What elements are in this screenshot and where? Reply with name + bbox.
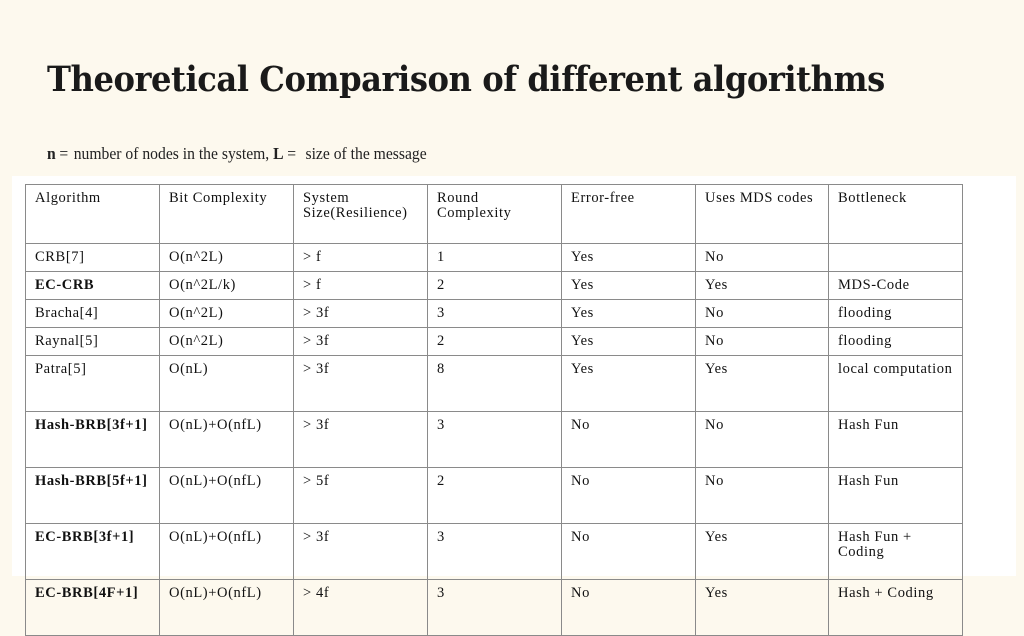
header-cell: Round Complexity (428, 185, 562, 244)
table-cell: > 3f (294, 356, 428, 412)
table-cell: > 3f (294, 412, 428, 468)
algorithm-cell: EC-BRB[4F+1] (26, 580, 160, 636)
table-cell: 8 (428, 356, 562, 412)
table-cell: O(nL)+O(nfL) (160, 412, 294, 468)
table-cell: MDS-Code (829, 272, 963, 300)
table-cell: O(n^2L) (160, 328, 294, 356)
algorithm-cell: Hash-BRB[3f+1] (26, 412, 160, 468)
table-cell: Yes (562, 244, 696, 272)
algorithm-cell: Hash-BRB[5f+1] (26, 468, 160, 524)
legend-line (47, 144, 427, 164)
table-cell: No (562, 580, 696, 636)
table-cell: 1 (428, 244, 562, 272)
comparison-table (25, 184, 963, 636)
table-cell: O(nL)+O(nfL) (160, 468, 294, 524)
table-cell: Hash Fun + Coding (829, 524, 963, 580)
table-row (26, 244, 963, 272)
header-cell: Algorithm (26, 185, 160, 244)
table-cell: flooding (829, 328, 963, 356)
table-row (26, 468, 963, 524)
table-row (26, 580, 963, 636)
table-cell: 2 (428, 468, 562, 524)
table-cell: 2 (428, 272, 562, 300)
table-cell: O(n^2L) (160, 244, 294, 272)
table-cell: Yes (696, 356, 829, 412)
table-cell: > f (294, 244, 428, 272)
table-cell: O(n^2L/k) (160, 272, 294, 300)
table-cell: O(n^2L) (160, 300, 294, 328)
table-cell: Yes (562, 356, 696, 412)
table-cell (829, 244, 963, 272)
table-cell: > 5f (294, 468, 428, 524)
table-cell: Yes (562, 328, 696, 356)
table-cell: > 3f (294, 300, 428, 328)
algorithm-cell: CRB[7] (26, 244, 160, 272)
table-cell: Hash Fun (829, 412, 963, 468)
algorithm-cell: Patra[5] (26, 356, 160, 412)
table-cell: O(nL)+O(nfL) (160, 524, 294, 580)
header-cell: Bit Complexity (160, 185, 294, 244)
table-cell: O(nL) (160, 356, 294, 412)
table-cell: Yes (696, 272, 829, 300)
legend-n-description: number of nodes in the system, (73, 144, 270, 163)
table-cell: 3 (428, 524, 562, 580)
table-row (26, 328, 963, 356)
table-cell: Yes (562, 300, 696, 328)
table-cell: 2 (428, 328, 562, 356)
table-row (26, 524, 963, 580)
header-cell: System Size(Resilience) (294, 185, 428, 244)
legend-n-equals: = (59, 144, 69, 163)
table-row (26, 272, 963, 300)
header-cell: Error-free (562, 185, 696, 244)
legend-l-description: size of the message (305, 144, 427, 163)
table-cell: No (696, 412, 829, 468)
table-cell: flooding (829, 300, 963, 328)
table-header-row (26, 185, 963, 244)
algorithm-cell: EC-CRB (26, 272, 160, 300)
table-cell: 3 (428, 412, 562, 468)
algorithm-cell: Raynal[5] (26, 328, 160, 356)
table-panel (12, 176, 1016, 601)
table-cell: Hash + Coding (829, 580, 963, 636)
table-cell: 3 (428, 580, 562, 636)
table-cell: No (696, 328, 829, 356)
table-cell: > 3f (294, 524, 428, 580)
legend-n-symbol: n (47, 144, 56, 163)
table-cell: No (696, 300, 829, 328)
table-cell: Yes (562, 272, 696, 300)
table-cell: > f (294, 272, 428, 300)
algorithm-cell: Bracha[4] (26, 300, 160, 328)
header-cell: Bottleneck (829, 185, 963, 244)
table-cell: No (696, 468, 829, 524)
table-cell: Yes (696, 580, 829, 636)
header-cell: Uses MDS codes (696, 185, 829, 244)
table-cell: Hash Fun (829, 468, 963, 524)
table-row (26, 412, 963, 468)
algorithm-cell: EC-BRB[3f+1] (26, 524, 160, 580)
table-row (26, 356, 963, 412)
table-cell: No (562, 468, 696, 524)
table-cell: 3 (428, 300, 562, 328)
table-row (26, 300, 963, 328)
table-cell: local computation (829, 356, 963, 412)
table-cell: No (562, 412, 696, 468)
slide-title: Theoretical Comparison of different algorithms (47, 59, 885, 100)
legend-l-equals: = (287, 144, 297, 163)
table-cell: Yes (696, 524, 829, 580)
table-cell: O(nL)+O(nfL) (160, 580, 294, 636)
table-cell: > 4f (294, 580, 428, 636)
table-cell: No (696, 244, 829, 272)
table-cell: > 3f (294, 328, 428, 356)
table-cell: No (562, 524, 696, 580)
legend-l-symbol: L (273, 144, 284, 163)
